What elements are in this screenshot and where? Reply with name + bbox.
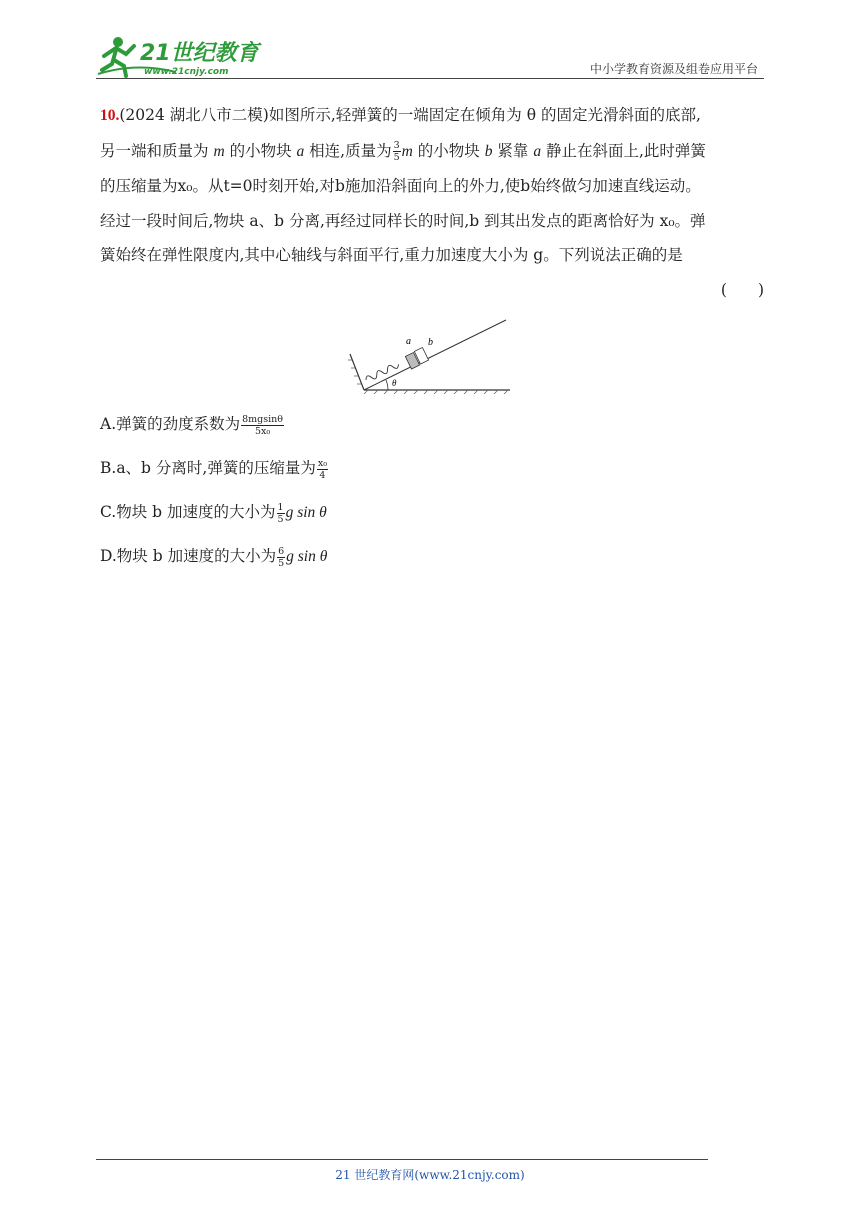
question-body	[100, 98, 764, 307]
answer-parentheses: ( )	[720, 280, 764, 299]
page-header	[0, 0, 860, 90]
option-c[interactable]: C.物块 b 加速度的大小为 $\frac{1}{5}$ g sin θ	[100, 501, 327, 525]
option-d[interactable]: D.物块 b 加速度的大小为 $\frac{6}{5}$ g sin θ	[100, 545, 328, 569]
option-b[interactable]: B.a、b 分离时,弹簧的压缩量为 $\frac{\text{x₀}}{4}$	[100, 457, 328, 481]
svg-text:www.21cnjy.com: www.21cnjy.com	[144, 67, 229, 77]
question-line-4: 经过一段时间后,物块 a、b 分离,再经过同样长的时间,b 到其出发点的距离恰好为 x₀。弹	[100, 211, 706, 230]
footer-link[interactable]: 21 世纪教育网(www.21cnjy.com)	[335, 1168, 525, 1182]
label-b: b	[428, 337, 433, 348]
fraction-three-fifths: $\frac{3}{5}$	[393, 140, 400, 163]
site-tagline: 中小学教育资源及组卷应用平台	[589, 62, 758, 76]
question-source: (2024 湖北八市二模)	[119, 106, 269, 124]
question-line-1: 10.(2024 湖北八市二模)如图所示,轻弹簧的一端固定在倾角为 θ 的固定光滑斜面的底部,	[100, 106, 701, 124]
header-divider	[96, 78, 764, 79]
question-line-5: 簧始终在弹性限度内,其中心轴线与斜面平行,重力加速度大小为 g。下列说法正确的是	[100, 246, 683, 264]
question-number: 10.	[100, 107, 120, 124]
incline-spring-figure	[344, 318, 512, 394]
label-a: a	[406, 336, 411, 347]
label-theta: θ	[392, 378, 397, 388]
option-a[interactable]: A.弹簧的劲度系数为 $\frac{8mgsin\theta}{\text{5x₀}}$	[100, 413, 284, 437]
site-logo	[96, 34, 266, 78]
footer-divider	[96, 1159, 708, 1160]
question-line-2: 另一端和质量为 m 的小物块 a 相连,质量为 $\frac{3}{5}$ m 的小物块 b 紧靠 a 静止在斜面上,此时弹簧	[100, 140, 706, 163]
answer-options	[100, 404, 764, 580]
question-line-3: 的压缩量为x₀。从t=0时刻开始,对b施加沿斜面向上的外力,使b始终做匀加速直线运动。	[100, 177, 701, 195]
svg-text:21世纪教育: 21世纪教育	[140, 41, 259, 66]
